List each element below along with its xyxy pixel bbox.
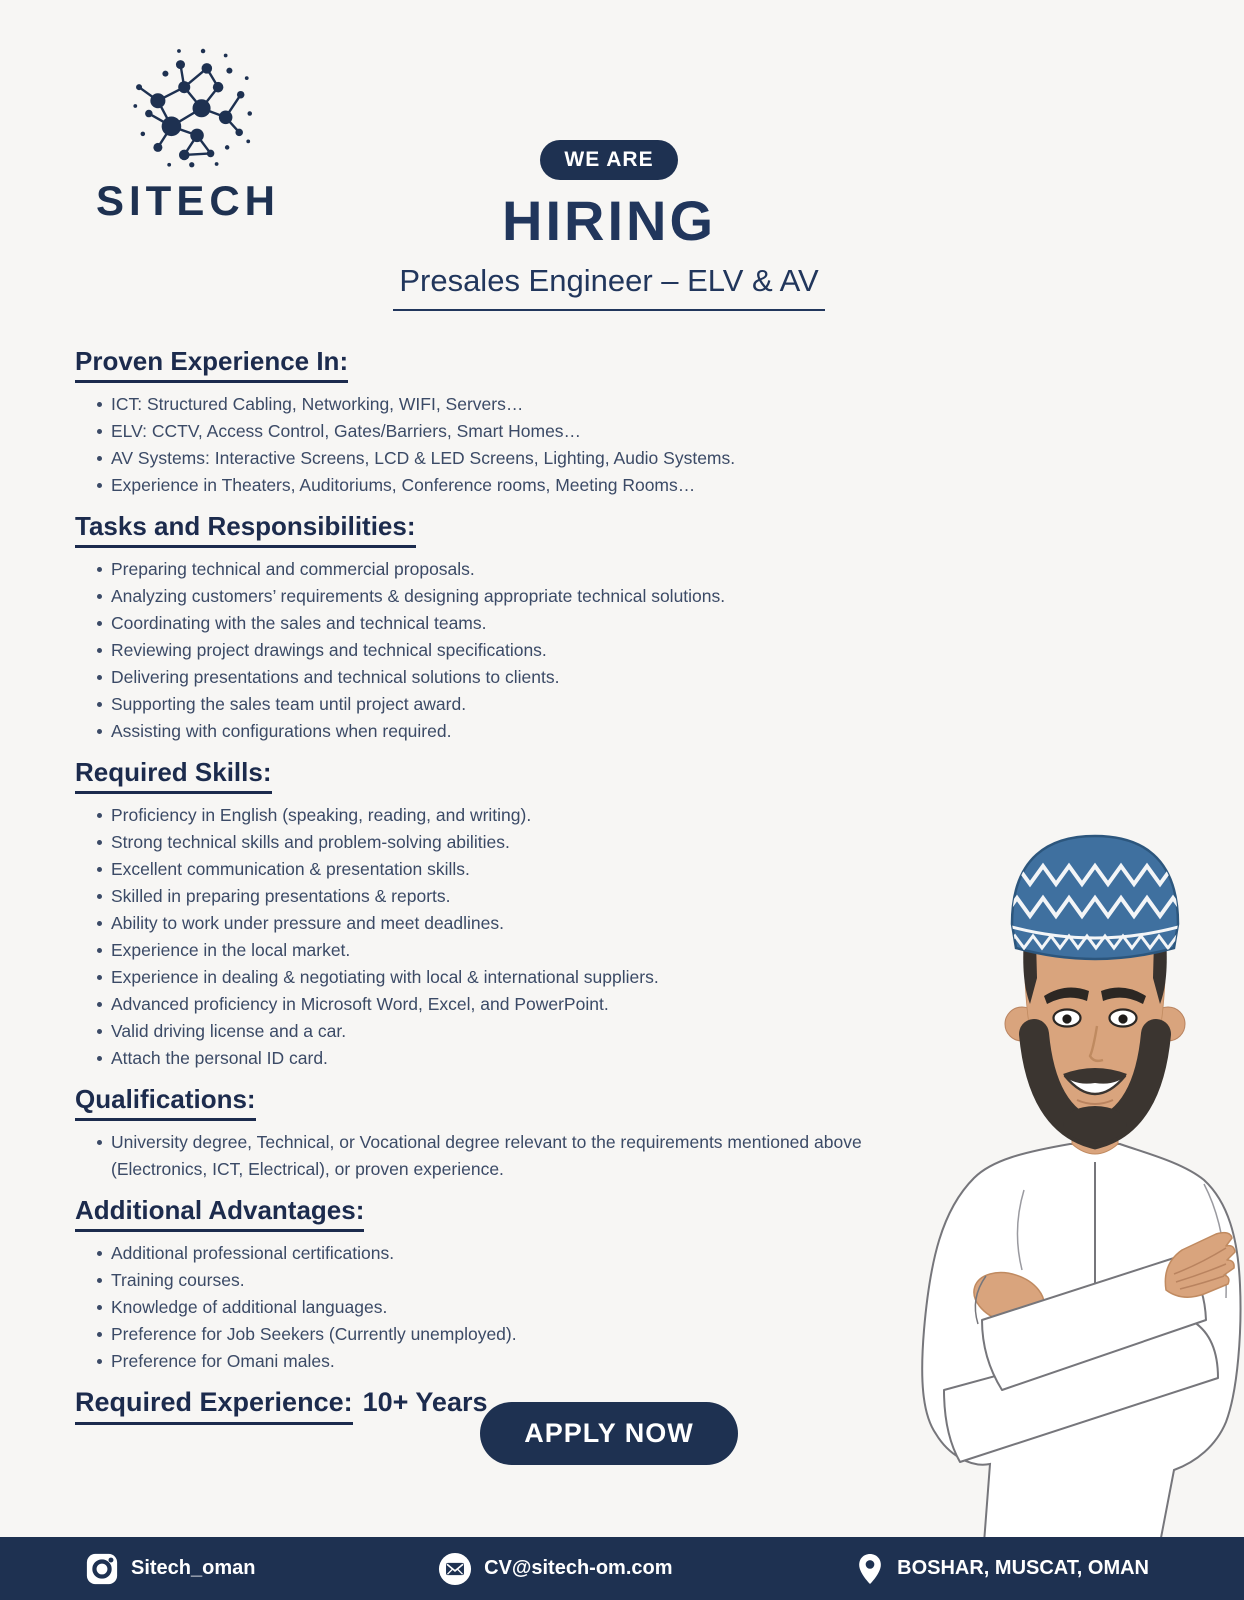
list-item: Preference for Job Seekers (Currently unemployed). [97, 1321, 877, 1348]
apply-now-button[interactable]: APPLY NOW [480, 1402, 738, 1465]
list-item: Supporting the sales team until project award. [97, 691, 877, 718]
list-item: ELV: CCTV, Access Control, Gates/Barriers, Smart Homes… [97, 418, 877, 445]
brand-wordmark: SITECH [95, 177, 280, 224]
page-title: HIRING [502, 189, 716, 252]
list-item: Experience in dealing & negotiating with local & international suppliers. [97, 964, 877, 991]
list-item: ICT: Structured Cabling, Networking, WIFI, Servers… [97, 391, 877, 418]
section-list [75, 802, 877, 1072]
section [75, 1183, 905, 1375]
list-item: Analyzing customers’ requirements & designing appropriate technical solutions. [97, 583, 877, 610]
list-item: Assisting with configurations when required. [97, 718, 877, 745]
instagram-handle: Sitech_oman [131, 1557, 256, 1579]
section-list [75, 556, 877, 745]
list-item: Reviewing project drawings and technical specifications. [97, 637, 877, 664]
footer [0, 1537, 1244, 1600]
email-icon [438, 1552, 472, 1586]
list-item: Coordinating with the sales and technical teams. [97, 610, 877, 637]
list-item: Attach the personal ID card. [97, 1045, 877, 1072]
required-experience-label: Required Experience: [75, 1387, 353, 1425]
list-item: Ability to work under pressure and meet deadlines. [97, 910, 877, 937]
location-text: BOSHAR, MUSCAT, OMAN [897, 1557, 1149, 1579]
list-item: Preference for Omani males. [97, 1348, 877, 1375]
list-item: Knowledge of additional languages. [97, 1294, 877, 1321]
hero [0, 140, 1218, 311]
sections [75, 334, 905, 1425]
list-item: University degree, Technical, or Vocational degree relevant to the requirements mentioned above (Electronics, ICT, Electrical), or proven experience. [97, 1129, 877, 1183]
section-heading: Proven Experience In: [75, 346, 348, 383]
section-heading: Qualifications: [75, 1084, 256, 1121]
list-item: Preparing technical and commercial proposals. [97, 556, 877, 583]
section-heading: Additional Advantages: [75, 1195, 364, 1232]
list-item: Experience in the local market. [97, 937, 877, 964]
section [75, 1072, 905, 1183]
section-list [75, 391, 877, 499]
section [75, 745, 905, 1072]
section-heading: Required Skills: [75, 757, 272, 794]
section [75, 334, 905, 499]
list-item: Excellent communication & presentation skills. [97, 856, 877, 883]
list-item: Training courses. [97, 1267, 877, 1294]
list-item: Advanced proficiency in Microsoft Word, Excel, and PowerPoint. [97, 991, 877, 1018]
we-are-badge: WE ARE [540, 140, 677, 180]
email-contact[interactable] [438, 1552, 672, 1586]
location-pin-icon [855, 1552, 885, 1586]
list-item: Skilled in preparing presentations & reports. [97, 883, 877, 910]
section [75, 499, 905, 745]
omani-man-illustration [874, 828, 1244, 1543]
location-contact[interactable] [855, 1552, 1149, 1586]
section-heading: Tasks and Responsibilities: [75, 511, 416, 548]
email-address: CV@sitech-om.com [484, 1557, 673, 1579]
list-item: Experience in Theaters, Auditoriums, Conference rooms, Meeting Rooms… [97, 472, 877, 499]
list-item: Strong technical skills and problem-solving abilities. [97, 829, 877, 856]
list-item: Additional professional certifications. [97, 1240, 877, 1267]
list-item: Valid driving license and a car. [97, 1018, 877, 1045]
list-item: Proficiency in English (speaking, reading, and writing). [97, 802, 877, 829]
instagram-contact[interactable] [85, 1552, 255, 1586]
required-experience-value: 10+ Years [362, 1387, 488, 1417]
list-item: Delivering presentations and technical solutions to clients. [97, 664, 877, 691]
section-list [75, 1240, 877, 1375]
job-title: Presales Engineer – ELV & AV [393, 263, 824, 311]
section-list [75, 1129, 877, 1183]
list-item: AV Systems: Interactive Screens, LCD & LED Screens, Lighting, Audio Systems. [97, 445, 877, 472]
instagram-icon [85, 1552, 119, 1586]
